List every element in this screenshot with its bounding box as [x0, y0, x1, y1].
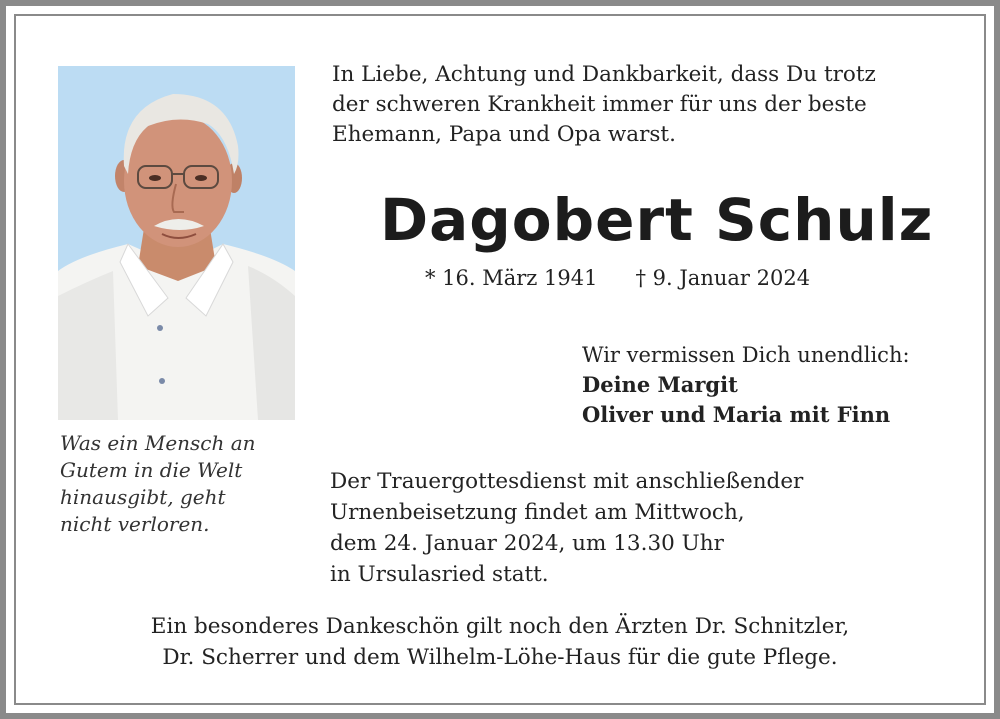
mourners-intro: Wir vermissen Dich unendlich: — [582, 343, 910, 367]
intro-line: Ehemann, Papa und Opa warst. — [332, 122, 676, 147]
thanks-line: Dr. Scherrer und dem Wilhelm-Löhe-Haus für die gute Pflege. — [162, 645, 838, 670]
portrait-illustration — [58, 66, 295, 420]
intro-line: In Liebe, Achtung und Dankbarkeit, dass Du trotz — [332, 62, 876, 87]
motto-line: Gutem in die Welt — [60, 458, 243, 482]
service-line: in Ursulasried statt. — [330, 562, 549, 587]
motto-line: hinausgibt, geht — [60, 485, 226, 509]
deceased-name: Dagobert Schulz — [380, 186, 934, 254]
service-line: Urnenbeisetzung findet am Mittwoch, — [330, 500, 745, 525]
birth-date: * 16. März 1941 — [425, 266, 598, 290]
motto-line: Was ein Mensch an — [60, 431, 256, 455]
intro-line: der schweren Krankheit immer für uns der beste — [332, 92, 867, 117]
mourner-name: Oliver und Maria mit Finn — [582, 402, 891, 427]
service-line: Der Trauergottesdienst mit anschließender — [330, 469, 804, 494]
memorial-motto — [60, 430, 295, 538]
thanks-line: Ein besonderes Dankeschön gilt noch den Ärzten Dr. Schnitzler, — [150, 614, 850, 639]
mourner-name: Deine Margit — [582, 372, 738, 397]
death-date: † 9. Januar 2024 — [635, 266, 811, 290]
motto-line: nicht verloren. — [60, 512, 210, 536]
portrait-photo — [58, 66, 295, 420]
service-line: dem 24. Januar 2024, um 13.30 Uhr — [330, 531, 724, 556]
service-notice — [330, 466, 803, 590]
life-dates — [425, 266, 810, 290]
intro-text — [332, 60, 876, 150]
thanks-note — [0, 611, 1000, 673]
mourners-block — [582, 340, 910, 430]
